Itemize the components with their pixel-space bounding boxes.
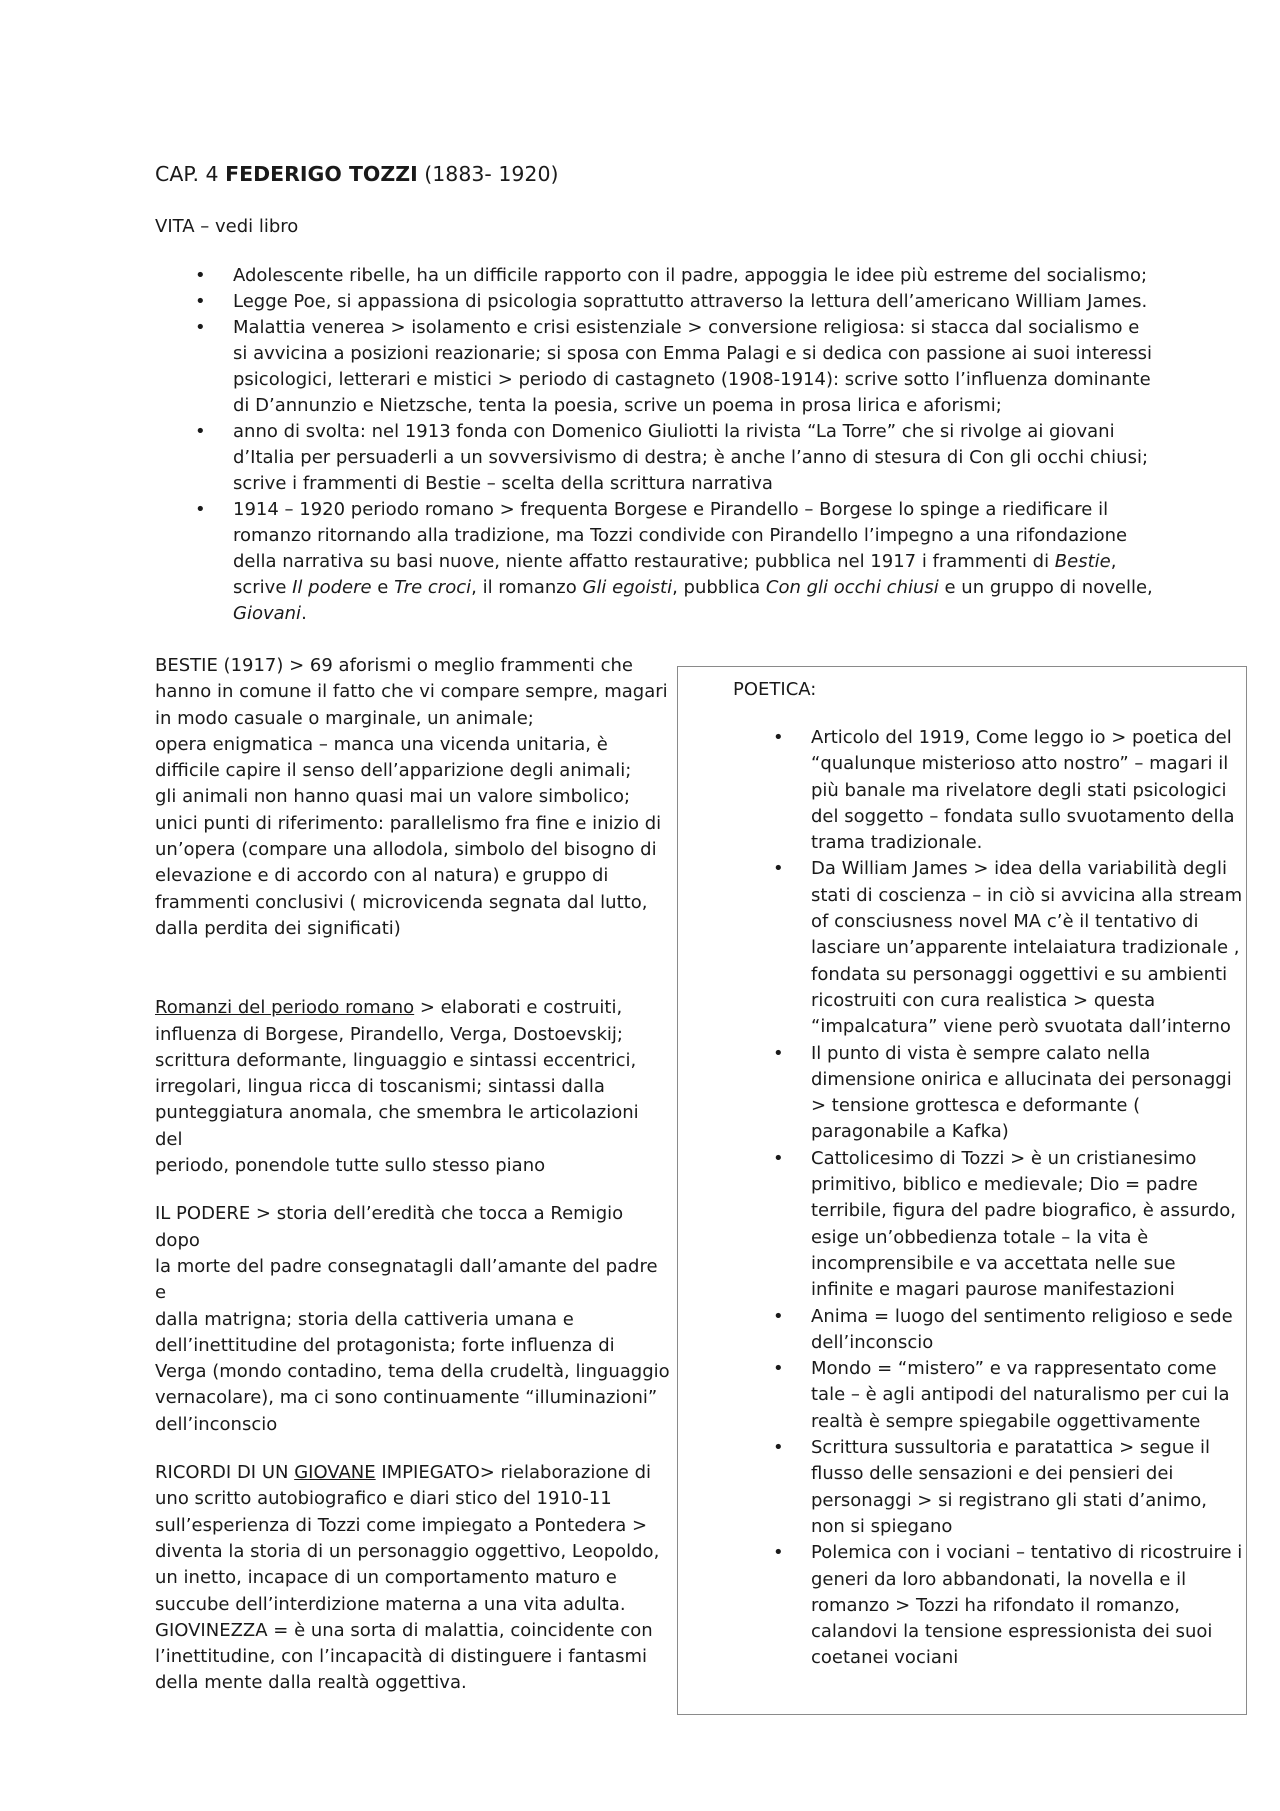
poetica-item: • Da William James > idea della variabilità degli stati di coscienza – in ciò si avvicina alla stream of consciusness novel MA c’è il tentativo di lasciare un’apparente intelaiatura tradizionale , fondata su personaggi oggettivi e su ambienti ricostruiti con cura realistica > questa “impalcatura” viene però svuotata dall’interno: [733, 856, 1243, 1040]
romanzi-heading: Romanzi del periodo romano: [155, 997, 415, 1019]
vita-bullet-list: [155, 263, 1155, 627]
poetica-item: • Scrittura sussultoria e paratattica > segue il flusso delle sensazioni e dei pensieri dei personaggi > si registrano gli stati d’animo, non si spiegano: [733, 1435, 1243, 1540]
bestie-paragraph: BESTIE (1917) > 69 aforismi o meglio frammenti che hanno in comune il fatto che vi compare sempre, magari in modo casuale o marginale, un animale; opera enigmatica – manca una vicenda unitaria, è difficile capire il senso dell’apparizione degli animali; gli animali non hanno quasi mai un valore simbolico; unici punti di riferimento: parallelismo fra fine e inizio di un’opera (compare una allodola, simbolo del bisogno di elevazione e di accordo con al natura) e gruppo di frammenti conclusivi ( microvicenda segnata dal lutto, dalla perdita dei significati): [155, 655, 668, 939]
poetica-item: • Mondo = “mistero” e va rappresentato come tale – è agli antipodi del naturalismo per cui la realtà è sempre spiegabile oggettivamente: [733, 1356, 1243, 1435]
bullet-text: , il romanzo: [471, 577, 583, 598]
work-title: Il podere: [292, 577, 372, 598]
vita-bullet: • Malattia venerea > isolamento e crisi esistenziale > conversione religiosa: si stacca dal socialismo e si avvicina a posizioni reazionarie; si sposa con Emma Palagi e si dedica con passione ai suoi interessi psicologici, letterari e mistici > periodo di castagneto (1908-1914): scrive sotto l’influenza dominante di D’annunzio e Nietzsche, tenta la poesia, scrive un poema in prosa lirica e aforismi;: [155, 315, 1155, 419]
poetica-item: • Il punto di vista è sempre calato nella dimensione onirica e allucinata dei personaggi > tensione grottesca e deformante ( paragonabile a Kafka): [733, 1041, 1243, 1146]
bullet-text: e un gruppo di novelle,: [938, 577, 1153, 598]
romanzi-text: > elaborati e costruiti, influenza di Borgese, Pirandello, Verga, Dostoevskij; scrittura deformante, linguaggio e sintassi eccentrici, irregolari, lingua ricca di toscanismi; sintassi dalla punteggiatura anomala, che smembra le articolazioni del periodo, ponendole tutte sullo stesso piano: [155, 997, 639, 1177]
ricordi-text: IMPIEGATO> rielaborazione di uno scritto autobiografico e diari stico del 1910-11 sull’esperienza di Tozzi come impiegato a Pontedera > diventa la storia di un personaggio oggettivo, Leopoldo, un inetto, incapace di un comportamento maturo e succube dell’interdizione materna a una vita adulta. GIOVINEZZA = è una sorta di malattia, coincidente con l’inettitudine, con l’incapacità di distinguere i fantasmi della mente dalla realtà oggettiva.: [155, 1462, 660, 1694]
vita-heading: VITA – vedi libro: [155, 216, 299, 237]
bullet-text: e: [371, 577, 395, 598]
poetica-heading: POETICA:: [733, 679, 817, 700]
vita-bullet: • anno di svolta: nel 1913 fonda con Domenico Giuliotti la rivista “La Torre” che si rivolge ai giovani d’Italia per persuaderli a un sovversivismo di destra; è anche l’anno di stesura di Con gli occhi chiusi; scrive i frammenti di Bestie – scelta della scrittura narrativa: [155, 419, 1155, 497]
vita-bullet: • Adolescente ribelle, ha un difficile rapporto con il padre, appoggia le idee più estreme del socialismo;: [155, 263, 1155, 289]
work-title: Tre croci: [394, 577, 472, 598]
poetica-list: [733, 725, 1243, 1672]
bullet-text: 1914 – 1920 periodo romano > frequenta Borgese e Pirandello – Borgese lo spinge a riedificare il romanzo ritornando alla tradizione, ma Tozzi condivide con Pirandello l’impegno a una rifondazione della narrativa su basi nuove, niente affatto restaurative; pubblica nel 1917 i frammenti di: [233, 499, 1128, 572]
poetica-box: [677, 666, 1247, 1715]
bullet-text: .: [301, 603, 307, 624]
left-column: [155, 653, 670, 1697]
author-dates: (1883- 1920): [417, 162, 559, 186]
vita-bullet: • Legge Poe, si appassiona di psicologia soprattutto attraverso la lettura dell’americano William James.: [155, 289, 1155, 315]
poetica-item: • Cattolicesimo di Tozzi > è un cristianesimo primitivo, biblico e medievale; Dio = padre terribile, figura del padre biografico, è assurdo, esige un’obbedienza totale – la vita è incomprensibile e va accettata nelle sue infinite e magari paurose manifestazioni: [733, 1146, 1243, 1304]
chapter-prefix: CAP. 4: [155, 162, 226, 186]
romanzi-paragraph: [155, 995, 670, 1179]
spacer: [155, 942, 670, 995]
ricordi-pre: RICORDI DI UN: [155, 1462, 295, 1484]
poetica-item: • Polemica con i vociani – tentativo di ricostruire i generi da loro abbandonati, la novella e il romanzo > Tozzi ha rifondato il romanzo, calandovi la tensione espressionista dei suoi coetanei vociani: [733, 1540, 1243, 1671]
podere-paragraph: IL PODERE > storia dell’eredità che tocca a Remigio dopo la morte del padre consegnatagli dall’amante del padre e dalla matrigna; storia della cattiveria umana e dell’inettitudine del protagonista; forte influenza di Verga (mondo contadino, tema della crudeltà, linguaggio vernacolare), ma ci sono continuamente “illuminazioni” dell’inconscio: [155, 1203, 670, 1435]
bullet-text: , pubblica: [672, 577, 766, 598]
spacer: [155, 1179, 670, 1201]
ricordi-paragraph: [155, 1460, 670, 1697]
poetica-item: • Anima = luogo del sentimento religioso e sede dell’inconscio: [733, 1304, 1243, 1357]
chapter-title: [155, 160, 559, 188]
work-title: Bestie: [1054, 551, 1111, 572]
work-title: Giovani: [233, 603, 302, 624]
vita-bullet: [155, 497, 1155, 627]
bullet-text: , scrive: [233, 551, 1117, 598]
work-title: Gli egoisti: [582, 577, 673, 598]
ricordi-underlined: GIOVANE: [294, 1462, 376, 1484]
spacer: [155, 1438, 670, 1460]
poetica-item: • Articolo del 1919, Come leggo io > poetica del “qualunque misterioso atto nostro” – magari il più banale ma rivelatore degli stati psicologici del soggetto – fondata sullo svuotamento della trama tradizionale.: [733, 725, 1243, 856]
author-name: FEDERIGO TOZZI: [225, 162, 418, 186]
work-title: Con gli occhi chiusi: [765, 577, 939, 598]
